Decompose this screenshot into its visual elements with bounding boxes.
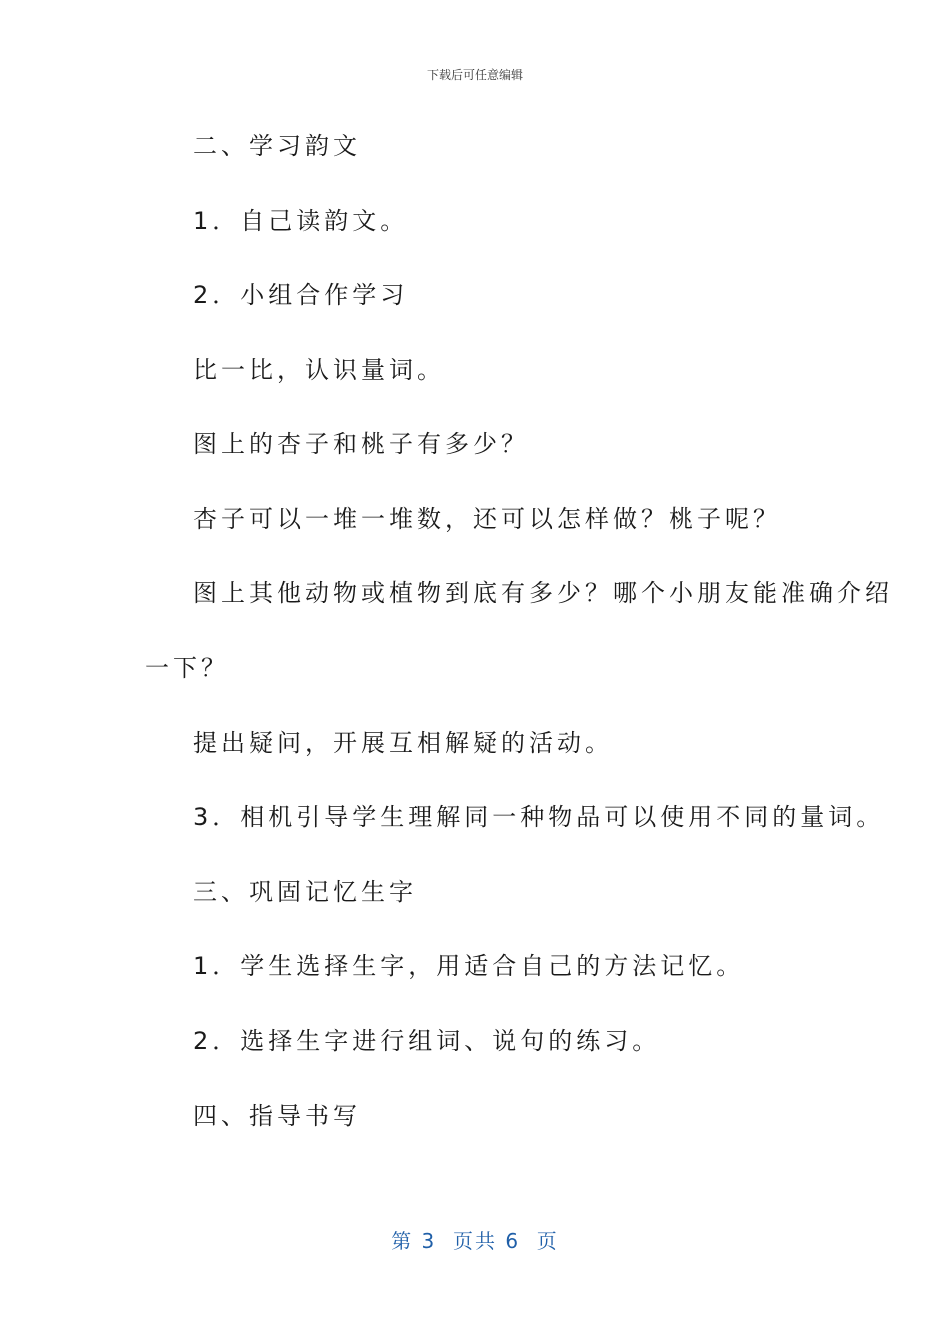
text-line: 比一比，认识量词。 <box>193 356 445 384</box>
text-line: 2．选择生字进行组词、说句的练习。 <box>193 1027 661 1055</box>
section-heading-2: 二、学习韵文 <box>193 132 361 160</box>
text-line: 2．小组合作学习 <box>193 281 409 309</box>
text-line-continuation: 一下？ <box>145 654 229 682</box>
section-heading-3: 三、巩固记忆生字 <box>193 878 417 906</box>
page-header: 下载后可任意编辑 <box>426 68 523 82</box>
page-number-footer: 第 3 页共 6 页 <box>391 1229 559 1253</box>
text-line: 3．相机引导学生理解同一种物品可以使用不同的量词。 <box>193 803 885 831</box>
text-line: 1．学生选择生字，用适合自己的方法记忆。 <box>193 952 745 980</box>
text-line: 1．自己读韵文。 <box>193 207 409 235</box>
text-line: 杏子可以一堆一堆数，还可以怎样做？桃子呢？ <box>193 505 781 533</box>
text-line: 提出疑问，开展互相解疑的活动。 <box>193 729 613 757</box>
section-heading-4: 四、指导书写 <box>193 1102 361 1130</box>
text-line: 图上的杏子和桃子有多少？ <box>193 430 529 458</box>
text-line: 图上其他动物或植物到底有多少？哪个小朋友能准确介绍 <box>193 579 893 607</box>
